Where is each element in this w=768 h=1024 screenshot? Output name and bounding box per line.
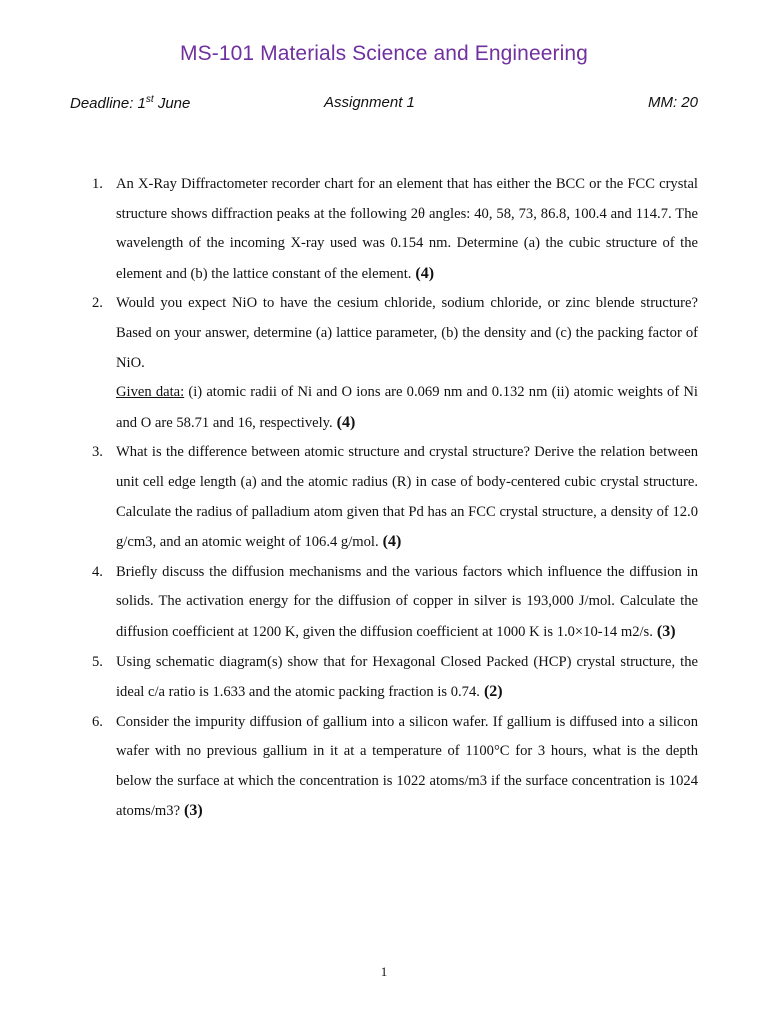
question-marks: (3)	[184, 802, 203, 820]
question-marks: (4)	[415, 264, 435, 282]
question-text: What is the difference between atomic structure and crystal structure? Derive the relation between unit cell edge length (a) and the atomic radius (R) in case of body-centered cubic crystal structure. Calculate the radius of palladium atom given that Pd has an FCC crystal structure, a density of 12.0 g/cm3, and an atomic weight of 106.4 g/mol.	[116, 444, 698, 551]
question-number: 1.	[92, 176, 103, 192]
question-text: An X-Ray Diffractometer recorder chart for an element that has either the BCC or the FCC crystal structure shows diffraction peaks at the following 2θ angles: 40, 58, 73, 86.8, 100.4 and 114.7. The wavelength of the incoming X-ray used was 0.154 nm. Determine (a) the cubic structure of the element and (b) the lattice constant of the element.	[116, 176, 698, 282]
question-number: 3.	[92, 444, 103, 461]
assignment-label: Assignment 1	[324, 94, 415, 111]
document-title: MS-101 Materials Science and Engineering	[180, 42, 588, 65]
question-text: Would you expect NiO to have the cesium chloride, sodium chloride, or zinc blende structure? Based on your answer, determine (a) lattice parameter, (b) the density and (c) the packing factor of NiO.	[116, 295, 698, 371]
question-marks: (3)	[656, 622, 676, 640]
question-item	[70, 648, 698, 708]
question-marks: (4)	[382, 533, 402, 551]
question-number: 6.	[92, 713, 103, 730]
question-number: 4.	[92, 563, 103, 580]
question-list	[70, 170, 698, 827]
page-number: 1	[380, 964, 388, 979]
question-text: Consider the impurity diffusion of gallium into a silicon wafer. If gallium is diffused into a silicon wafer with no previous gallium in it at a temperature of 1100°C for 3 hours, what is the depth below the surface at which the concentration is 1022 atoms/m3 if the surface concentration is 1024 atoms/m3?	[116, 713, 698, 820]
given-data-text: (i) atomic radii of Ni and O ions are 0.069 nm and 0.132 nm (ii) atomic weights of Ni and O are 58.71 and 16, respectively.	[116, 384, 698, 431]
deadline-prefix: Deadline: 1	[70, 95, 146, 112]
question-item	[70, 289, 698, 438]
deadline-superscript: st	[145, 94, 154, 105]
question-item	[70, 438, 698, 557]
max-marks: MM: 20	[647, 94, 698, 111]
question-number: 2.	[92, 295, 103, 312]
question-text: Briefly discuss the diffusion mechanisms and the various factors which influence the diffusion in solids. The activation energy for the diffusion of copper in silver is 193,000 J/mol. Calculate the diffusion coefficient at 1200 K, given the diffusion coefficient at 1000 K is 1.0×10-14 m2/s.	[116, 563, 698, 640]
question-marks: (4)	[336, 413, 356, 431]
question-text: Using schematic diagram(s) show that for Hexagonal Closed Packed (HCP) crystal structure, the ideal c/a ratio is 1.633 and the atomic packing fraction is 0.74.	[116, 653, 698, 701]
question-number: 5.	[92, 653, 103, 670]
deadline-suffix: June	[153, 95, 191, 112]
question-item	[70, 708, 698, 827]
given-data-label: Given data:	[116, 384, 185, 401]
question-item	[70, 558, 698, 648]
deadline	[70, 94, 190, 112]
question-item	[70, 170, 698, 289]
question-marks: (2)	[483, 683, 503, 701]
